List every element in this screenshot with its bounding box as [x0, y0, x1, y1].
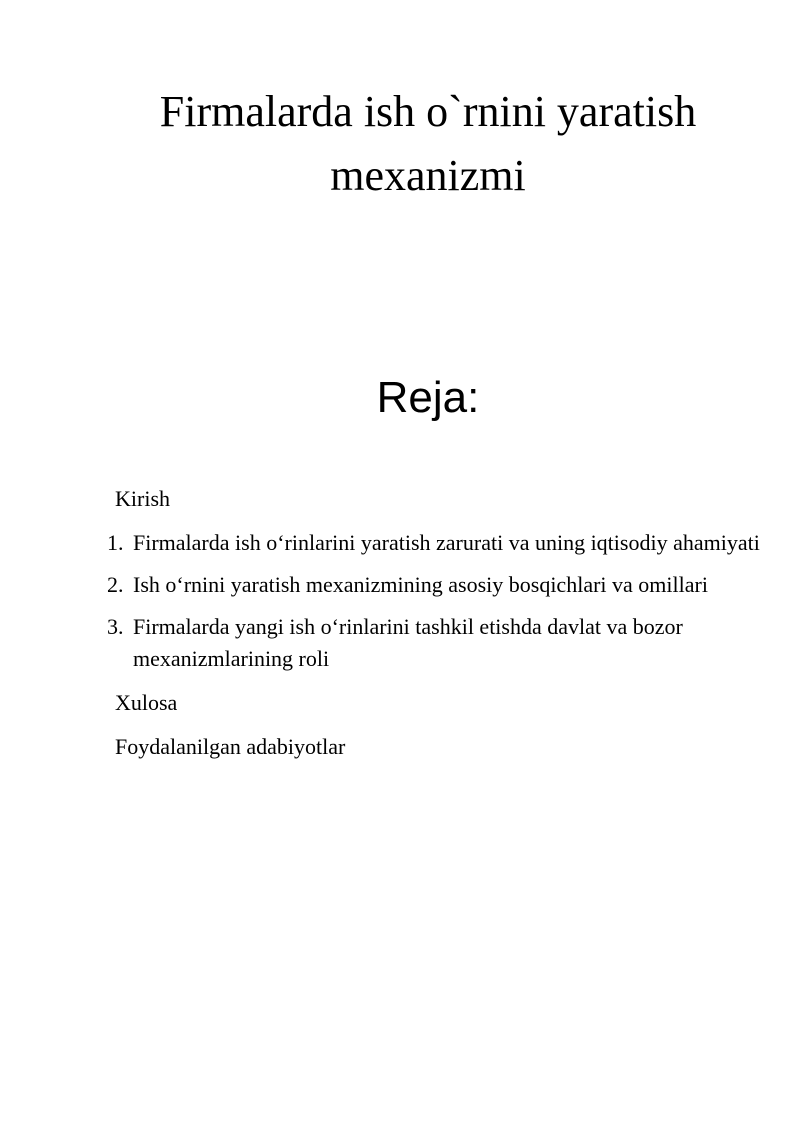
toc-references: Foydalanilgan adabiyotlar: [115, 734, 346, 759]
list-item: [107, 611, 767, 675]
list-item-number: 3.: [107, 614, 124, 639]
toc-intro: Kirish: [115, 486, 170, 511]
table-of-contents: [107, 483, 767, 775]
list-item-text: Firmalarda ish o‘rinlarini yaratish zarurati va uning iqtisodiy ahamiyati: [133, 530, 760, 555]
list-item-number: 1.: [107, 530, 124, 555]
plan-heading: Reja:: [376, 373, 480, 422]
document-title-line-2: mexanizmi: [330, 151, 526, 200]
document-title-line-1: Firmalarda ish o`rnini yaratish: [159, 87, 697, 136]
list-item-number: 2.: [107, 572, 124, 597]
list-item: [107, 569, 767, 601]
list-item: [107, 527, 767, 559]
toc-conclusion: Xulosa: [115, 690, 178, 715]
list-item-text: Ish o‘rnini yaratish mexanizmining asosiy bosqichlari va omillari: [133, 572, 708, 597]
list-item-text: Firmalarda yangi ish o‘rinlarini tashkil etishda davlat va bozor mexanizmlarining roli: [133, 614, 683, 671]
document-title: [96, 80, 760, 208]
toc-numbered-list: [107, 527, 767, 675]
